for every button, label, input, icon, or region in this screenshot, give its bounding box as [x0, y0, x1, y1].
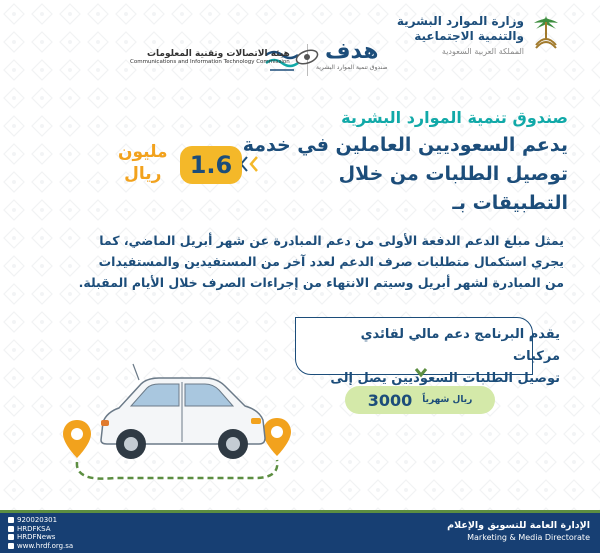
- highlight-unit-line2: ريال: [124, 164, 162, 184]
- phone-icon: [8, 517, 14, 523]
- headline-line2: توصيل الطلبات من خلال التطبيقات بـ: [338, 163, 568, 214]
- monthly-amount: 3000: [367, 390, 413, 410]
- ministry-logo: [397, 14, 562, 59]
- logos-bar: [0, 0, 600, 95]
- news-handle: HRDFNews: [17, 533, 56, 541]
- route-path: [77, 460, 277, 479]
- paragraph-line2: يجري استكمال متطلبات صرف الدعم لعدد آخر من المستفيدين والمستفيدات: [98, 254, 564, 269]
- ministry-country: المملكة العربية السعودية: [441, 47, 524, 56]
- headline-line1: يدعم السعوديين العاملين في خدمة: [242, 134, 568, 156]
- highlight-unit: [118, 141, 168, 185]
- car-icon: [101, 364, 265, 459]
- citc-name-en: Communications and Information Technology Commission: [130, 59, 290, 65]
- department-ar: الإدارة العامة للتسويق والإعلام: [447, 520, 590, 531]
- citc-logo: [130, 46, 320, 68]
- citc-emblem-icon: [294, 46, 320, 68]
- hadaf-logo: [316, 40, 387, 71]
- location-pin-icon-2: [263, 418, 291, 456]
- website-url: www.hrdf.org.sa: [17, 541, 74, 550]
- location-pin-icon: [63, 420, 91, 458]
- highlight-bubble: [180, 146, 242, 184]
- hadaf-mark: هدف: [324, 39, 379, 64]
- paragraph-line1: يمثل مبلغ الدعم الدفعة الأولى من دعم المبادرة عن شهر أبريل الماضي، كما: [99, 233, 564, 248]
- highlight-unit-line1: مليون: [118, 142, 168, 162]
- footer-contacts: [8, 516, 73, 550]
- hadaf-subtitle: صندوق تنمية الموارد البشرية: [316, 64, 388, 71]
- twitter-handle: HRDFKSA: [17, 524, 51, 533]
- ministry-name-line1: وزارة الموارد البشرية: [396, 14, 524, 28]
- citc-name-ar: هيئة الاتصالات وتقنية المعلومات: [147, 49, 290, 59]
- delivery-car-illustration: [55, 360, 315, 490]
- body-paragraph: [34, 230, 564, 293]
- chevron-down-icon: [414, 366, 428, 378]
- support-box-text: [330, 324, 560, 390]
- ministry-name-line2: والتنمية الاجتماعية: [414, 29, 524, 43]
- twitter-contact[interactable]: [8, 525, 73, 534]
- phone-number: 920020301: [17, 516, 58, 524]
- chevron-left-icon: [249, 155, 259, 173]
- headline: [238, 131, 568, 218]
- paragraph-line3: من المبادرة لشهر أبريل وسيتم الانتهاء من إجراءات الصرف خلال الأيام المقبلة.: [78, 275, 564, 290]
- fund-name: صندوق تنمية الموارد البشرية: [341, 108, 568, 127]
- department-en: Marketing & Media Directorate: [467, 533, 590, 542]
- twitter-icon-2: [8, 534, 14, 540]
- highlight-value: 1.6: [189, 151, 233, 179]
- palm-swords-icon: [530, 14, 562, 54]
- twitter-icon: [8, 526, 14, 532]
- monthly-unit: ريال شهرياً: [422, 395, 473, 405]
- footer-stripe: [0, 510, 600, 513]
- phone-contact[interactable]: [8, 516, 73, 525]
- globe-icon: [8, 543, 14, 549]
- support-line1: يقدم البرنامج دعم مالي لقائدي مركبات: [360, 327, 560, 364]
- monthly-amount-pill: [345, 386, 495, 414]
- web-contact[interactable]: [8, 542, 73, 551]
- support-line2: توصيل الطلبات السعوديين يصل إلى: [330, 371, 560, 386]
- footer-department: [447, 520, 590, 544]
- news-contact[interactable]: [8, 533, 73, 542]
